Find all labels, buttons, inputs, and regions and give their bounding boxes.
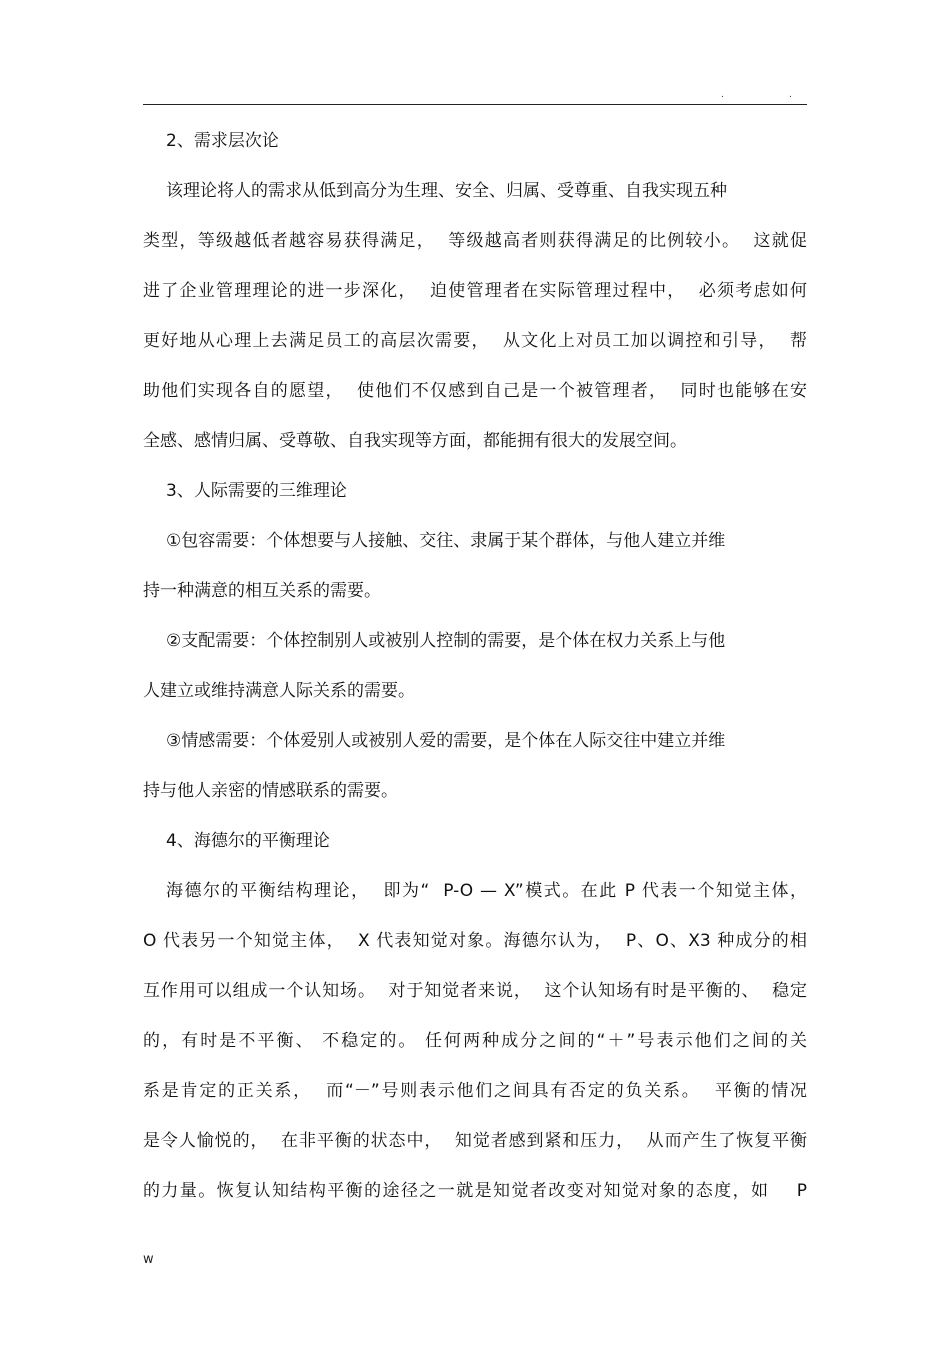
- paragraph-line: 持一种满意的相互关系的需要。: [143, 581, 381, 601]
- paragraph-line: 海德尔的平衡结构理论， 即为“ P-O — X”模式。在此 P 代表一个知觉主体，: [166, 881, 807, 901]
- paragraph-line: 全感、感情归属、受尊敬、自我实现等方面，都能拥有很大的发展空间。: [143, 431, 687, 451]
- paragraph-line: 进了企业管理理论的进一步深化， 迫使管理者在实际管理过程中， 必须考虑如何: [143, 281, 807, 301]
- paragraph-line: 系是肯定的正关系， 而“－”号则表示他们之间具有否定的负关系。 平衡的情况: [143, 1081, 807, 1101]
- paragraph-line: 的力量。恢复认知结构平衡的途径之一就是知觉者改变对知觉对象的态度，如 P: [143, 1181, 807, 1201]
- page-body: [143, 128, 807, 1228]
- paragraph-line: 是令人愉悦的， 在非平衡的状态中， 知觉者感到紧和压力， 从而产生了恢复平衡: [143, 1131, 807, 1151]
- section-heading-hierarchy: 2、需求层次论: [166, 131, 279, 151]
- paragraph-line: 助他们实现各自的愿望， 使他们不仅感到自己是一个被管理者， 同时也能够在安: [143, 381, 807, 401]
- paragraph-line: O 代表另一个知觉主体， X 代表知觉对象。海德尔认为， P、O、X3 种成分的相: [143, 931, 807, 951]
- paragraph-line: ②支配需要：个体控制别人或被别人控制的需要，是个体在权力关系上与他: [166, 631, 726, 651]
- footer-mark: w: [143, 1252, 154, 1267]
- header-rule: [143, 104, 807, 105]
- paragraph-line: ①包容需要：个体想要与人接触、交往、隶属于某个群体，与他人建立并维: [166, 531, 726, 551]
- paragraph-line: 更好地从心理上去满足员工的高层次需要， 从文化上对员工加以调控和引导， 帮: [143, 331, 807, 351]
- paragraph-line: 人建立或维持满意人际关系的需要。: [143, 681, 415, 701]
- paragraph-line: 该理论将人的需求从低到高分为生理、安全、归属、受尊重、自我实现五种: [166, 181, 727, 201]
- paragraph-line: 的，有时是不平衡、 不稳定的。 任何两种成分之间的“＋”号表示他们之间的关: [143, 1031, 807, 1051]
- section-heading-interpersonal: 3、人际需要的三维理论: [166, 481, 347, 501]
- paragraph-line: 互作用可以组成一个认知场。 对于知觉者来说， 这个认知场有时是平衡的、 稳定: [143, 981, 807, 1001]
- paragraph-line: 持与他人亲密的情感联系的需要。: [143, 781, 398, 801]
- paragraph-line: ③情感需要：个体爱别人或被别人爱的需要，是个体在人际交往中建立并维: [166, 731, 726, 751]
- header-mark: .: [789, 90, 792, 100]
- paragraph-line: 类型，等级越低者越容易获得满足， 等级越高者则获得满足的比例较小。 这就促: [143, 231, 807, 251]
- header-mark: .: [721, 90, 724, 100]
- section-heading-balance: 4、海德尔的平衡理论: [166, 831, 330, 851]
